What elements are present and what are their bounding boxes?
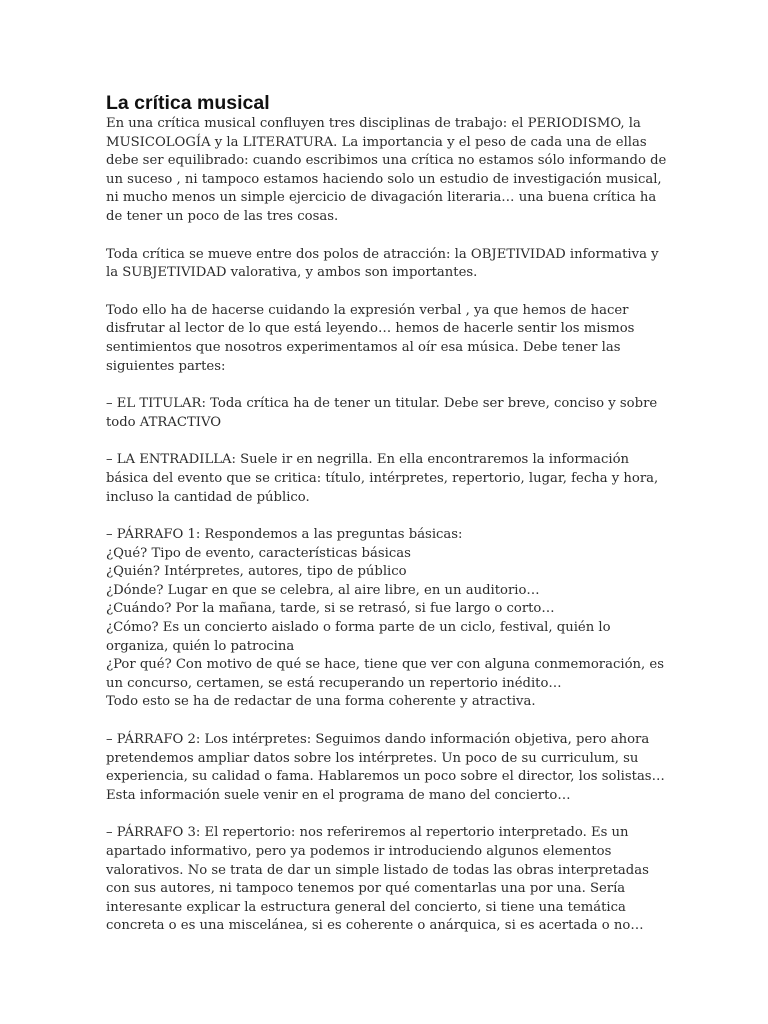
document-page (106, 92, 686, 955)
document-body (106, 115, 686, 936)
paragraph (106, 451, 686, 507)
paragraph (106, 395, 686, 432)
paragraph (106, 731, 686, 805)
paragraph (106, 824, 686, 936)
paragraph-line: ¿Por qué? Con motivo de qué se hace, tiene que ver con alguna conmemoración, es (106, 657, 664, 673)
paragraph-line: Todo esto se ha de redactar de una forma coherente y atractiva. (106, 694, 536, 710)
paragraph (106, 302, 686, 376)
paragraph-line: ¿Cuándo? Por la mañana, tarde, si se retrasó, si fue largo o corto… (106, 601, 555, 617)
paragraph-line: Toda crítica se mueve entre dos polos de atracción: la OBJETIVIDAD informativa y (106, 246, 659, 262)
paragraph-line: Todo ello ha de hacerse cuidando la expresión verbal , ya que hemos de hacer (106, 302, 629, 318)
paragraph-line: ¿Qué? Tipo de evento, características básicas (106, 545, 411, 561)
paragraph-line: un concurso, certamen, se está recuperando un repertorio inédito… (106, 675, 562, 691)
paragraph-line: un suceso , ni tampoco estamos haciendo solo un estudio de investigación musical, (106, 171, 662, 187)
paragraph-line: – PÁRRAFO 2: Los intérpretes: Seguimos dando información objetiva, pero ahora (106, 732, 650, 748)
paragraph-line: siguientes partes: (106, 358, 226, 374)
paragraph-line: sentimientos que nosotros experimentamos al oír esa música. Debe tener las (106, 339, 621, 355)
paragraph-line: todo ATRACTIVO (106, 414, 222, 430)
paragraph-line: ¿Cómo? Es un concierto aislado o forma parte de un ciclo, festival, quién lo (106, 620, 611, 636)
paragraph-line: – PÁRRAFO 1: Respondemos a las preguntas básicas: (106, 527, 463, 543)
paragraph-line: interesante explicar la estructura general del concierto, si tiene una temática (106, 899, 626, 915)
paragraph-line: valorativos. No se trata de dar un simple listado de todas las obras interpretadas (106, 862, 649, 878)
paragraph (106, 526, 686, 712)
paragraph-line: organiza, quién lo patrocina (106, 638, 295, 654)
paragraph-line: – LA ENTRADILLA: Suele ir en negrilla. En ella encontraremos la información (106, 452, 630, 468)
paragraph-line: En una crítica musical confluyen tres disciplinas de trabajo: el PERIODISMO, la (106, 116, 641, 131)
paragraph (106, 246, 686, 283)
paragraph-line: con sus autores, ni tampoco tenemos por qué comentarlas una por una. Sería (106, 881, 626, 897)
paragraph-line: ni mucho menos un simple ejercicio de divagación literaria… una buena crítica ha (106, 190, 657, 206)
paragraph-line: MUSICOLOGÍA y la LITERATURA. La importancia y el peso de cada una de ellas (106, 134, 647, 150)
paragraph-line: disfrutar al lector de lo que está leyendo… hemos de hacerle sentir los mismos (106, 321, 635, 337)
paragraph-line: la SUBJETIVIDAD valorativa, y ambos son importantes. (106, 265, 478, 281)
paragraph-line: ¿Quién? Intérpretes, autores, tipo de público (106, 564, 407, 580)
paragraph-line: incluso la cantidad de público. (106, 489, 310, 505)
paragraph-line: concreta o es una miscelánea, si es coherente o anárquica, si es acertada o no… (106, 918, 644, 934)
paragraph-line: de tener un poco de las tres cosas. (106, 208, 339, 224)
paragraph-line: Esta información suele venir en el programa de mano del concierto… (106, 787, 571, 803)
document-title: La crítica musical (106, 92, 270, 114)
paragraph-line: apartado informativo, pero ya podemos ir introduciendo algunos elementos (106, 844, 612, 859)
paragraph-line: debe ser equilibrado: cuando escribimos una crítica no estamos sólo informando de (106, 153, 667, 169)
paragraph-line: básica del evento que se critica: título, intérpretes, repertorio, lugar, fecha y hora, (106, 470, 659, 486)
paragraph (106, 115, 686, 227)
paragraph-line: experiencia, su calidad o fama. Hablaremos un poco sobre el director, los solistas… (106, 769, 665, 785)
paragraph-line: pretendemos ampliar datos sobre los intérpretes. Un poco de su curriculum, su (106, 750, 639, 766)
paragraph-line: – PÁRRAFO 3: El repertorio: nos referiremos al repertorio interpretado. Es un (106, 825, 629, 841)
paragraph-line: ¿Dónde? Lugar en que se celebra, al aire libre, en un auditorio… (106, 582, 540, 598)
paragraph-line: – EL TITULAR: Toda crítica ha de tener un titular. Debe ser breve, conciso y sobre (106, 396, 658, 412)
